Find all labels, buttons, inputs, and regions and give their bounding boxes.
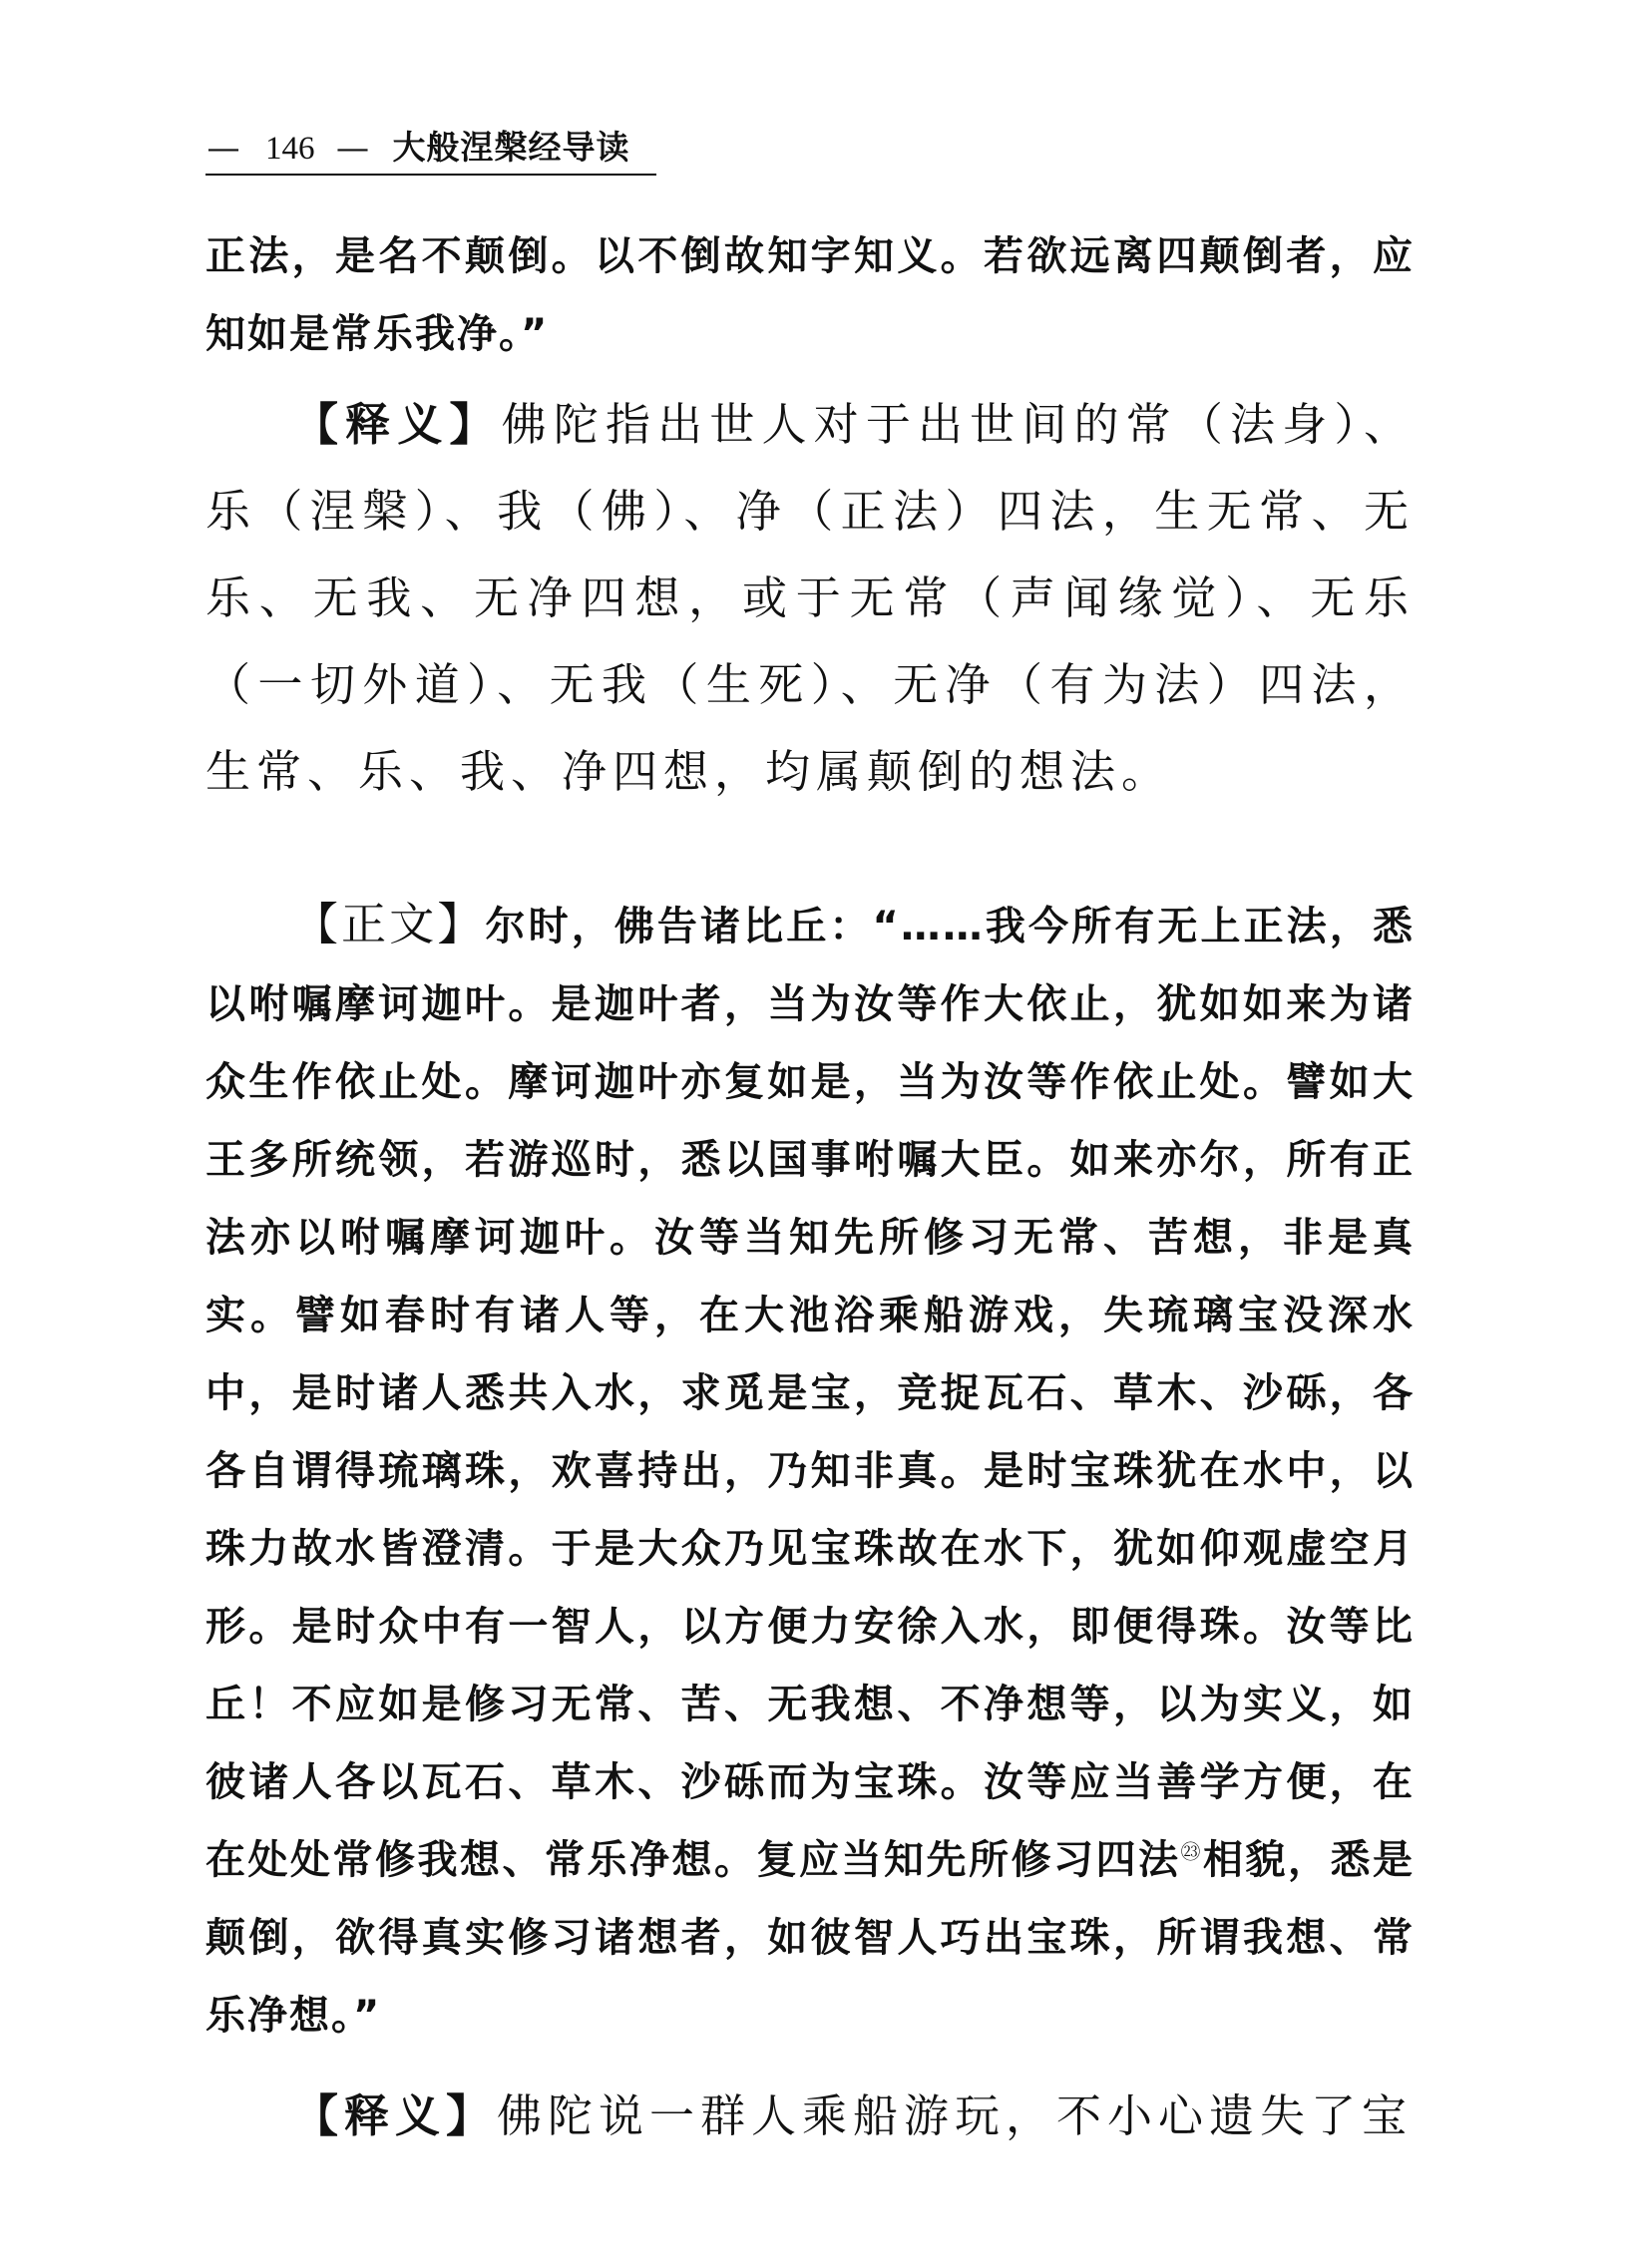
sutra-continuation-paragraph [205,217,1415,373]
commentary-paragraph-2 [205,2073,1415,2159]
book-title: 大般涅槃经导读 [392,128,630,167]
main-text-body: 尔时，佛告诸比丘：“……我今所有无上正法，悉以咐嘱摩诃迦叶。是迦叶者，当为汝等作大依止，犹如如来为诸众生作依止处。摩诃迦叶亦复如是，当为汝等作依止处。譬如大王多所统领，若游巡时，悉以国事咐嘱大臣。如来亦尔，所有正法亦以咐嘱摩诃迦叶。汝等当知先所修习无常、苦想，非是真实。譬如春时有诸人等，在大池浴乘船游戏，失琉璃宝没深水中，是时诸人悉共入水，求觅是宝，竞捉瓦石、草木、沙砾，各各自谓得琉璃珠，欢喜持出，乃知非真。是时宝珠犹在水中，以珠力故水皆澄清。于是大众乃见宝珠故在水下，犹如仰观虚空月形。是时众中有一智人，以方便力安徐入水，即便得珠。汝等比丘！不应如是修习无常、苦、无我想、不净想等，以为实义，如彼诸人各以瓦石、草木、沙砾而为宝珠。汝等应当善学方便，在在处处常修我想、常乐净想。复应当知先所修习四法 [205,904,1415,1883]
commentary-paragraph-1 [205,381,1415,815]
footnote-marker: ㉓ [1180,1839,1203,1864]
commentary-text-2: 佛陀说一群人乘船游玩，不小心遗失了宝 [497,2089,1414,2142]
page-number: 146 [265,131,315,167]
sutra-continuation-text: 正法，是名不颠倒。以不倒故知字知义。若欲远离四颠倒者，应知如是常乐我净。” [205,233,1415,357]
commentary-label-2: 【释义】 [293,2089,498,2142]
header-dash-left: — [206,128,240,167]
running-header [205,128,656,176]
commentary-label: 【释义】 [293,398,502,451]
commentary-text: 佛陀指出世人对于出世间的常（法身）、乐（涅槃）、我（佛）、净（正法）四法，生无常、无乐、无我、无净四想，或于无常（声闻缘觉）、无乐（一切外道）、无我（生死）、无净（有为法）四法，生常、乐、我、净四想，均属颠倒的想法。 [205,398,1415,798]
main-text-label: 【正文】 [293,898,486,950]
header-dash-right: — [336,128,369,167]
main-text-body-continued: 相貌，悉是颠倒，欲得真实修习诸想者，如彼智人巧出宝珠，所谓我想、常乐净想。” [205,1837,1415,2039]
main-text-paragraph [205,886,1415,2055]
